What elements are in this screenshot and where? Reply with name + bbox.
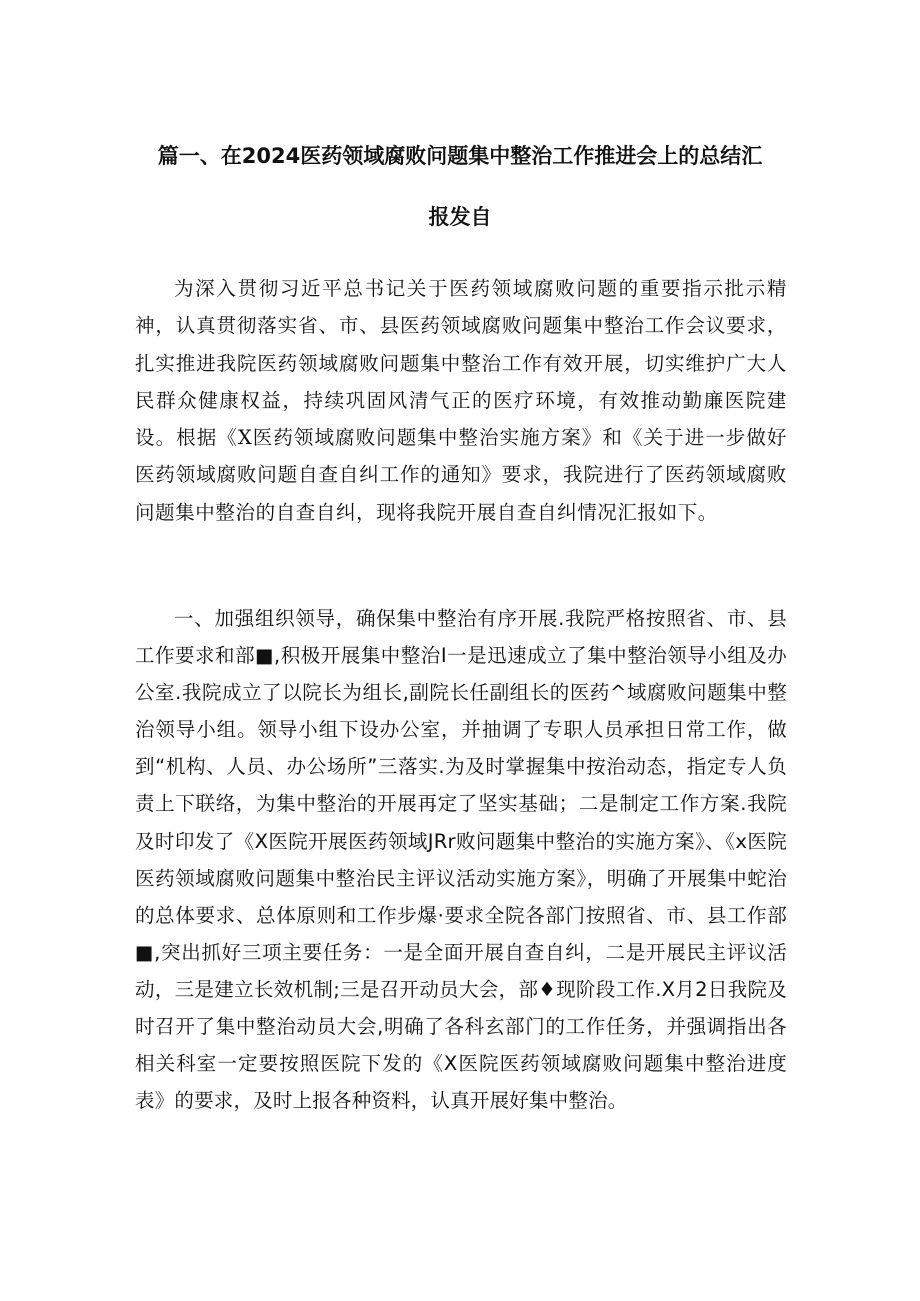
- document-title-line-1: 篇一、在2024医药领域腐败问题集中整治工作推进会上的总结汇: [157, 144, 763, 168]
- intro-paragraph: 为深入贯彻习近平总书记关于医药领域腐败问题的重要指示批示精神，认真贯彻落实省、市、县医药领域腐败问题集中整治工作会议要求，扎实推进我院医药领域腐败问题集中整治工作有效开展，切实维护广大人民群众健康权益，持续巩固风清气正的医疗环境，有效推动勤廉医院建设。根据《X医药领域腐败问题集中整治实施方案》和《关于进一步做好医药领域腐败问题自查自纠工作的通知》要求，我院进行了医药领域腐败问题集中整治的自查自纠，现将我院开展自查自纠情况汇报如下。: [135, 277, 787, 524]
- document-title-line-2: 报发自: [428, 205, 492, 229]
- section-one-paragraph: 一、加强组织领导，确保集中整治有序开展.我院严格按照省、市、县工作要求和部■,积极开展集中整治I一是迅速成立了集中整治领导小组及办公室.我院成立了以院长为组长,副院长任副组长的医药^域腐败问题集中整治领导小组。领导小组下设办公室，并抽调了专职人员承担日常工作，做到“机构、人员、办公场所”三落实.为及时掌握集中按治动态，指定专人负责上下联络，为集中整治的开展再定了坚实基础；二是制定工作方案.我院及时印发了《X医院开展医药领域JRr败问题集中整治的实施方案》、《x医院医药领域腐败问题集中整治民主评议活动实施方案》，明确了开展集中蛇治的总体要求、总体原则和工作步爆·要求全院各部门按照省、市、县工作部■,突出抓好三项主要任务：一是全面开展自查自纠，二是开展民主评议活动，三是建立长效机制;三是召开动员大会，部♦现阶段工作.X月2日我院及时召开了集中整治动员大会,明确了各科玄部门的工作任务，并强调指出各相关科室一定要按照医院下发的《X医院医药领域腐败问题集中整治进度表》的要求，及时上报各种资料，认真开展好集中整治。: [135, 607, 787, 1113]
